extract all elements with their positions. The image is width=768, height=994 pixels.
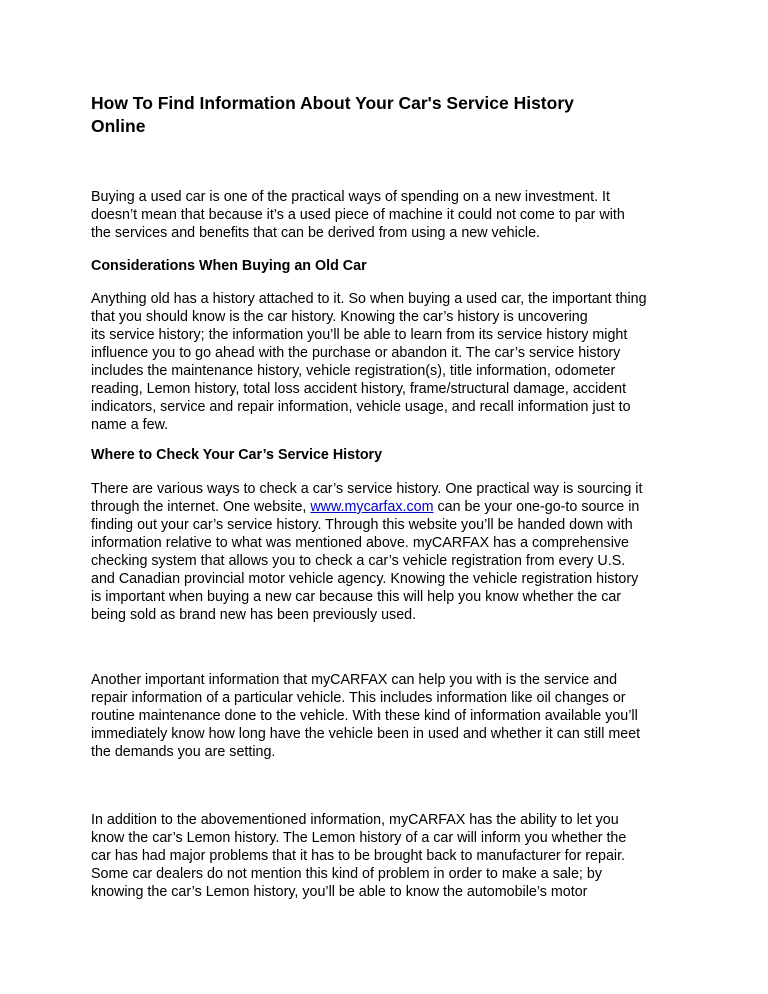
paragraph-line: Anything old has a history attached to it. So when buying a used car, the important thing [91, 291, 647, 307]
intro-line: the services and benefits that can be derived from using a new vehicle. [91, 225, 541, 241]
where-to-check-paragraph [91, 480, 691, 624]
lemon-history-paragraph [91, 811, 691, 901]
title-line-2: Online [91, 116, 146, 136]
intro-line: Buying a used car is one of the practical ways of spending on a new investment. It [91, 189, 610, 205]
paragraph-line: checking system that allows you to check a car’s vehicle registration from every U.S. [91, 553, 626, 569]
paragraph-line: repair information of a particular vehicle. This includes information like oil changes or [91, 690, 626, 706]
paragraph-line: influence you to go ahead with the purchase or abandon it. The car’s service history [91, 345, 621, 361]
paragraph-line: being sold as brand new has been previously used. [91, 607, 417, 623]
paragraph-line: In addition to the abovementioned information, myCARFAX has the ability to let you [91, 812, 619, 828]
paragraph-line: There are various ways to check a car’s service history. One practical way is sourcing it [91, 481, 643, 497]
paragraph-line: finding out your car’s service history. Through this website you’ll be handed down with [91, 517, 633, 533]
paragraph-line: reading, Lemon history, total loss accident history, frame/structural damage, accident [91, 381, 627, 397]
paragraph-line: that you should know is the car history. Knowing the car’s history is uncovering [91, 309, 588, 325]
intro-paragraph [91, 188, 691, 242]
paragraph-line: includes the maintenance history, vehicle registration(s), title information, odometer [91, 363, 616, 379]
paragraph-line: is important when buying a new car because this will help you know whether the car [91, 589, 622, 605]
mycarfax-link[interactable]: www.mycarfax.com [310, 499, 434, 515]
paragraph-line: car has had major problems that it has to be brought back to manufacturer for repair. [91, 848, 626, 864]
page-title [91, 92, 691, 138]
link-suffix-text: can be your one-go-to source in [433, 499, 640, 515]
paragraph-line: Another important information that myCARFAX can help you with is the service and [91, 672, 618, 688]
paragraph-line: know the car’s Lemon history. The Lemon history of a car will inform you whether the [91, 830, 627, 846]
paragraph-line: name a few. [91, 417, 169, 433]
paragraph-line: information relative to what was mentioned above. myCARFAX has a comprehensive [91, 535, 629, 551]
paragraph-line: and Canadian provincial motor vehicle agency. Knowing the vehicle registration history [91, 571, 639, 587]
link-prefix-text: through the internet. One website, [91, 499, 311, 515]
paragraph-line: its service history; the information you’ll be able to learn from its service history might [91, 327, 628, 343]
paragraph-line: the demands you are setting. [91, 744, 276, 760]
paragraph-line: knowing the car’s Lemon history, you’ll be able to know the automobile’s motor [91, 884, 588, 900]
title-line-1: How To Find Information About Your Car's Service History [91, 93, 574, 113]
considerations-paragraph [91, 290, 691, 434]
paragraph-line: immediately know how long have the vehicle been in used and whether it can still meet [91, 726, 641, 742]
heading-where-to-check: Where to Check Your Car’s Service History [91, 447, 383, 463]
paragraph-line: routine maintenance done to the vehicle. With these kind of information available you’ll [91, 708, 638, 724]
service-repair-paragraph [91, 671, 691, 761]
paragraph-line: Some car dealers do not mention this kind of problem in order to make a sale; by [91, 866, 602, 882]
intro-line: doesn’t mean that because it’s a used piece of machine it could not come to par with [91, 207, 625, 223]
paragraph-line: indicators, service and repair information, vehicle usage, and recall information just to [91, 399, 631, 415]
paragraph-line-with-link [91, 498, 691, 516]
heading-considerations: Considerations When Buying an Old Car [91, 258, 367, 274]
